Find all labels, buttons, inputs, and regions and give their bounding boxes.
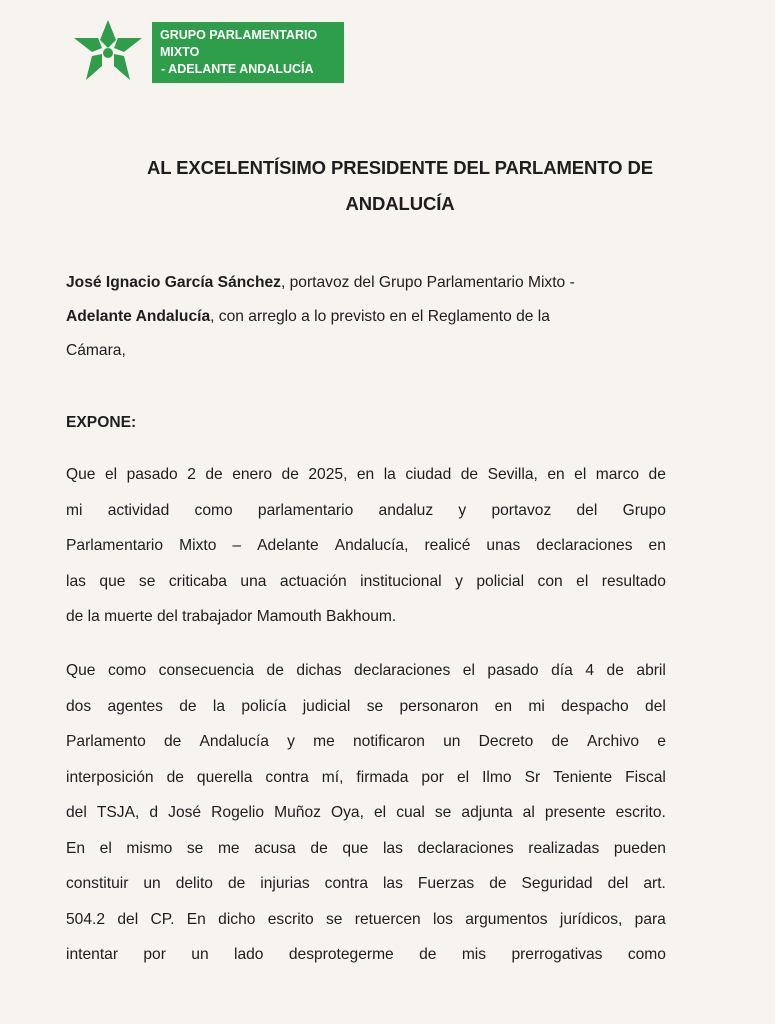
word: de	[163, 733, 182, 750]
text-line	[66, 724, 666, 760]
word: por	[421, 768, 444, 786]
letterhead	[72, 18, 344, 86]
word: Sr	[524, 768, 541, 786]
word: la	[383, 466, 396, 483]
word: actividad	[107, 501, 170, 519]
word: realicé	[424, 537, 471, 554]
word: como	[627, 946, 666, 963]
word: como	[194, 501, 233, 519]
word: un	[143, 875, 161, 892]
word: y	[455, 572, 463, 590]
word: el	[99, 839, 112, 857]
word: 4	[585, 662, 594, 679]
word: pueden	[613, 839, 666, 857]
word: interposición	[66, 768, 154, 786]
title-line-2: ANDALUCÍA	[345, 193, 455, 214]
word: Que	[66, 466, 96, 483]
word: adjunta	[461, 804, 513, 821]
text-line	[66, 795, 666, 831]
word: de	[310, 839, 328, 857]
word: art.	[643, 875, 666, 892]
paragraph-1	[66, 457, 666, 635]
word: Andalucía,	[334, 537, 409, 554]
text-line	[66, 937, 666, 973]
text-line	[66, 653, 666, 689]
word: al	[522, 804, 535, 821]
word: de	[489, 875, 507, 892]
word: de	[460, 466, 479, 483]
word: injurias	[260, 875, 310, 892]
title-line-1: AL EXCELENTÍSIMO PRESIDENTE DEL PARLAMENTO DE	[146, 157, 654, 178]
word: –	[232, 537, 242, 554]
word: el	[576, 572, 589, 590]
word: dicho	[218, 910, 256, 928]
word: lado	[234, 946, 264, 963]
word: unas	[486, 537, 521, 554]
text-line	[66, 902, 666, 938]
word: jurídicos,	[559, 910, 623, 928]
word: en	[547, 466, 565, 483]
word: delito	[175, 875, 213, 892]
word: dichas	[296, 662, 342, 679]
text-line	[66, 493, 666, 529]
word: de	[179, 697, 197, 715]
word: en	[356, 466, 375, 483]
word: Andalucía	[199, 733, 269, 750]
word: en	[494, 697, 513, 715]
word: realizadas	[528, 839, 600, 857]
word: 2025,	[308, 466, 348, 483]
word: argumentos	[465, 910, 548, 928]
word: de	[606, 662, 624, 679]
word: un	[443, 733, 461, 750]
word: los	[433, 910, 453, 928]
text-line	[66, 564, 666, 600]
word: acusa	[254, 839, 296, 857]
word: declaraciones	[354, 662, 451, 679]
word: dos	[66, 697, 92, 715]
word: las	[382, 875, 403, 892]
text-line: de la muerte del trabajador Mamouth Bakhoum.	[66, 608, 397, 625]
word: contra	[265, 768, 309, 786]
word: se	[326, 910, 343, 928]
document-title	[60, 150, 740, 222]
word: judicial	[302, 697, 351, 715]
word: institucional	[360, 572, 442, 590]
word: desprotegerme	[288, 946, 394, 963]
word: de	[266, 662, 284, 679]
word: retuercen	[354, 910, 421, 928]
word: agentes	[107, 697, 163, 715]
word: Parlamentario	[66, 537, 164, 554]
group-name-badge	[152, 22, 344, 83]
word: de	[281, 466, 299, 483]
text-line	[66, 457, 666, 493]
text-line	[66, 528, 666, 564]
word: mí,	[321, 768, 344, 786]
word: Decreto	[478, 733, 534, 750]
word: Muñoz	[274, 804, 321, 821]
word: se	[366, 697, 384, 715]
badge-line-1: GRUPO PARLAMENTARIO MIXTO	[160, 27, 318, 59]
word: de	[419, 946, 437, 963]
word: de	[227, 875, 246, 892]
author-name: José Ignacio García Sánchez	[66, 274, 281, 291]
word: del	[66, 804, 87, 821]
word: policía	[241, 697, 287, 715]
word: de	[205, 466, 223, 483]
word: Fuerzas	[417, 875, 475, 892]
word: del	[645, 697, 666, 715]
word: José	[168, 804, 202, 821]
green-star-logo-icon	[72, 18, 144, 86]
word: la	[212, 697, 226, 715]
word: d	[149, 804, 159, 821]
word: que	[342, 839, 369, 857]
word: Oya,	[331, 804, 364, 821]
word: contra	[324, 875, 368, 892]
word: y	[287, 733, 295, 750]
word: del	[607, 875, 629, 892]
word: un	[191, 946, 209, 963]
word: para	[634, 910, 666, 928]
word: pasado	[487, 662, 539, 679]
word: y	[458, 501, 467, 519]
word: En	[66, 839, 86, 857]
word: marco	[595, 466, 640, 483]
word: presente	[544, 804, 606, 821]
intro-line: Adelante Andalucía, con arreglo a lo previsto en el Reglamento de la	[66, 308, 550, 325]
word: se	[186, 839, 204, 857]
word: pasado	[126, 466, 178, 483]
word: el	[574, 466, 587, 483]
word: Archivo	[587, 733, 640, 750]
word: el	[456, 768, 470, 786]
word: de	[551, 733, 569, 750]
word: el	[374, 804, 387, 821]
word: Que	[66, 662, 96, 679]
word: Adelante	[257, 537, 319, 554]
word: en	[648, 537, 666, 554]
word: mi	[528, 697, 545, 715]
word: me	[217, 839, 240, 857]
word: escrito	[267, 910, 314, 928]
word: del	[576, 501, 598, 519]
word: Seguridad	[521, 875, 593, 892]
word: actuación	[279, 572, 347, 590]
word: se	[138, 572, 156, 590]
word: Teniente	[553, 768, 613, 786]
word: portavoz	[491, 501, 552, 519]
word: Rogelio	[211, 804, 265, 821]
word: Grupo	[622, 501, 666, 519]
word: constituir	[66, 875, 129, 892]
word: por	[143, 946, 166, 963]
word: personaron	[399, 697, 479, 715]
word: ciudad	[405, 466, 452, 483]
word: abril	[636, 662, 666, 679]
word: prerrogativas	[511, 946, 603, 963]
text-line	[66, 689, 666, 725]
word: enero	[232, 466, 273, 483]
word: notificaron	[352, 733, 425, 750]
word: consecuencia	[158, 662, 255, 679]
text-line	[66, 866, 666, 902]
word: parlamentario	[257, 501, 354, 519]
word: día	[551, 662, 573, 679]
word: con	[537, 572, 563, 590]
text-line	[66, 760, 666, 796]
text-line	[66, 831, 666, 867]
word: firmada	[356, 768, 409, 786]
word: querella	[196, 768, 253, 786]
word: Sevilla,	[487, 466, 538, 483]
word: declaraciones	[417, 839, 514, 857]
word: 504.2	[66, 910, 106, 928]
word: mi	[66, 501, 83, 519]
word: Fiscal	[625, 768, 666, 786]
word: como	[108, 662, 147, 679]
section-heading: EXPONE:	[66, 414, 137, 431]
word: de	[166, 768, 184, 786]
word: escrito.	[615, 804, 666, 821]
word: 2	[187, 466, 196, 483]
word: Ilmo	[482, 768, 512, 786]
word: una	[240, 572, 267, 590]
word: CP.	[150, 910, 175, 928]
word: TSJA,	[96, 804, 140, 821]
word: policial	[476, 572, 525, 590]
word: del	[117, 910, 139, 928]
word: se	[434, 804, 452, 821]
word: resultado	[601, 572, 666, 590]
word: el	[104, 466, 118, 483]
word: andaluz	[378, 501, 434, 519]
word: las	[382, 839, 403, 857]
word: criticaba	[168, 572, 227, 590]
word: En	[186, 910, 206, 928]
word: Parlamento	[66, 733, 146, 750]
word: mis	[461, 946, 487, 963]
party-name: Adelante Andalucía	[66, 308, 211, 325]
word: que	[99, 572, 126, 590]
word: e	[657, 733, 666, 750]
word: despacho	[561, 697, 629, 715]
badge-line-2: - ADELANTE ANDALUCÍA	[161, 61, 314, 76]
word: cual	[396, 804, 425, 821]
intro-line: José Ignacio García Sánchez, portavoz del Grupo Parlamentario Mixto -	[66, 274, 575, 291]
word: el	[462, 662, 475, 679]
word: Mixto	[179, 537, 217, 554]
word: intentar	[66, 946, 119, 963]
paragraph-2	[66, 653, 666, 973]
word: declaraciones	[536, 537, 633, 554]
word: me	[313, 733, 335, 750]
intro-line: Cámara,	[66, 342, 126, 359]
word: las	[66, 572, 86, 590]
word: mismo	[126, 839, 173, 857]
intro-paragraph	[66, 266, 666, 368]
word: de	[648, 466, 666, 483]
